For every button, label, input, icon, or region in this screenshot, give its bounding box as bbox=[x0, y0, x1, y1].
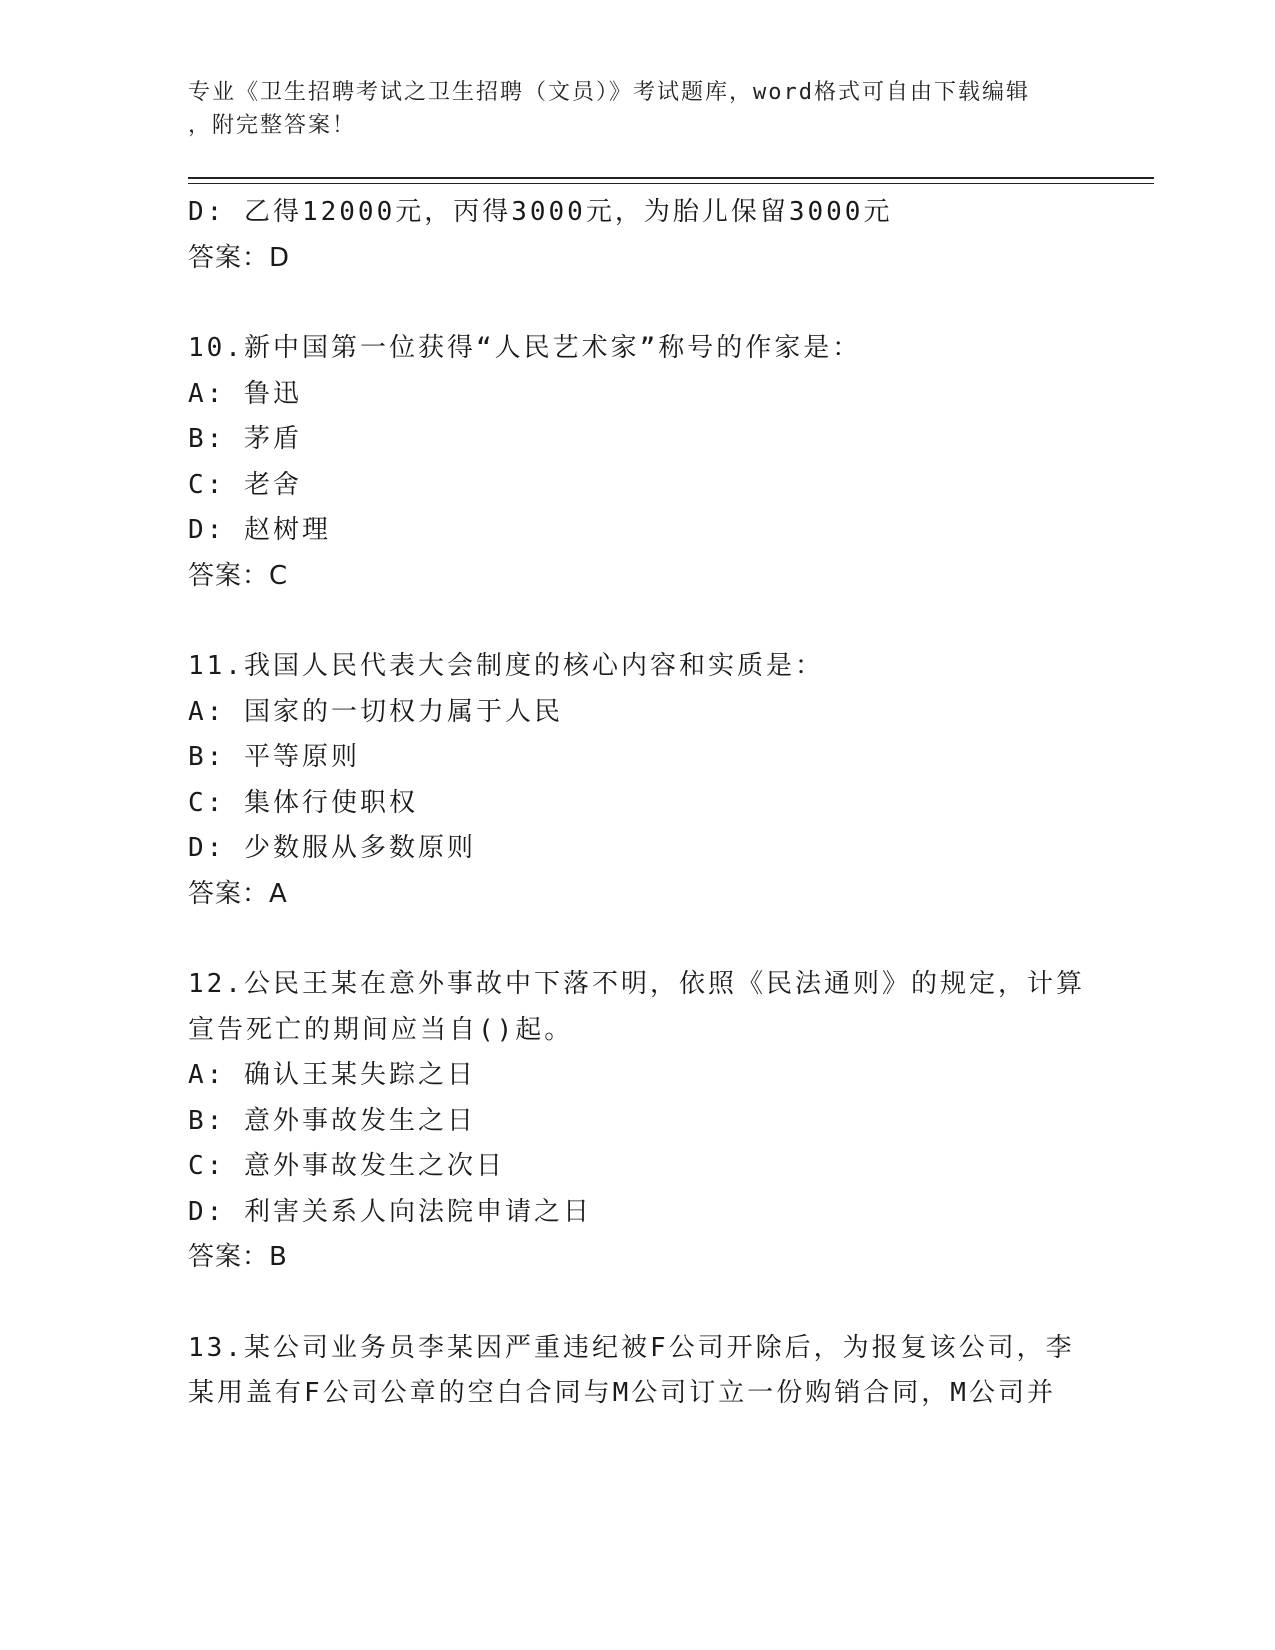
answer-line: 答案：C bbox=[188, 560, 289, 591]
header-rule-thin bbox=[188, 183, 1154, 184]
spacer bbox=[188, 1281, 1088, 1326]
spacer bbox=[188, 599, 1088, 644]
answer-line: 答案：A bbox=[188, 878, 288, 909]
option-b: B: 平等原则 bbox=[188, 742, 360, 772]
option-b: B: 茅盾 bbox=[188, 424, 302, 454]
option-a: A: 鲁迅 bbox=[188, 378, 302, 409]
header-title-line-1: 专业《卫生招聘考试之卫生招聘（文员）》考试题库，word格式可自由下载编辑 bbox=[188, 80, 1030, 105]
option-d: D: 赵树理 bbox=[188, 515, 331, 545]
option-a: A: 确认王某失踪之日 bbox=[188, 1060, 476, 1090]
spacer bbox=[188, 281, 1088, 326]
question-stem-line-1: 12.公民王某在意外事故中下落不明，依照《民法通则》的规定，计算 bbox=[188, 969, 1085, 999]
option-c: C: 老舍 bbox=[188, 469, 302, 500]
option-c: C: 意外事故发生之次日 bbox=[188, 1151, 505, 1181]
header-title-line-2: ，附完整答案！ bbox=[188, 113, 357, 138]
question-stem: 10.新中国第一位获得“人民艺术家”称号的作家是： bbox=[188, 333, 862, 363]
question-stem: 11.我国人民代表大会制度的核心内容和实质是： bbox=[188, 651, 824, 681]
option-c: C: 集体行使职权 bbox=[188, 787, 418, 818]
question-11 bbox=[188, 644, 1088, 917]
question-stem-line-2: 某用盖有F公司公章的空白合同与M公司订立一份购销合同，M公司并 bbox=[188, 1378, 1056, 1408]
question-12 bbox=[188, 962, 1088, 1281]
option-b: B: 意外事故发生之日 bbox=[188, 1105, 476, 1136]
option-a: A: 国家的一切权力属于人民 bbox=[188, 696, 563, 727]
document-header bbox=[188, 76, 1068, 142]
question-13 bbox=[188, 1326, 1088, 1417]
answer-line: 答案：B bbox=[188, 1242, 288, 1272]
answer-line: 答案：D bbox=[188, 242, 291, 273]
header-rule-thick bbox=[188, 177, 1154, 179]
spacer bbox=[188, 917, 1088, 962]
option-d: D: 利害关系人向法院申请之日 bbox=[188, 1196, 592, 1227]
question-stem-line-2: 宣告死亡的期间应当自()起。 bbox=[188, 1014, 574, 1045]
option-d: D: 少数服从多数原则 bbox=[188, 833, 476, 863]
document-body bbox=[188, 190, 1088, 1417]
question-10 bbox=[188, 326, 1088, 599]
option-d: D: 乙得12000元，丙得3000元，为胎儿保留3000元 bbox=[188, 197, 893, 227]
question-stem-line-1: 13.某公司业务员李某因严重违纪被F公司开除后，为报复该公司，李 bbox=[188, 1332, 1075, 1363]
